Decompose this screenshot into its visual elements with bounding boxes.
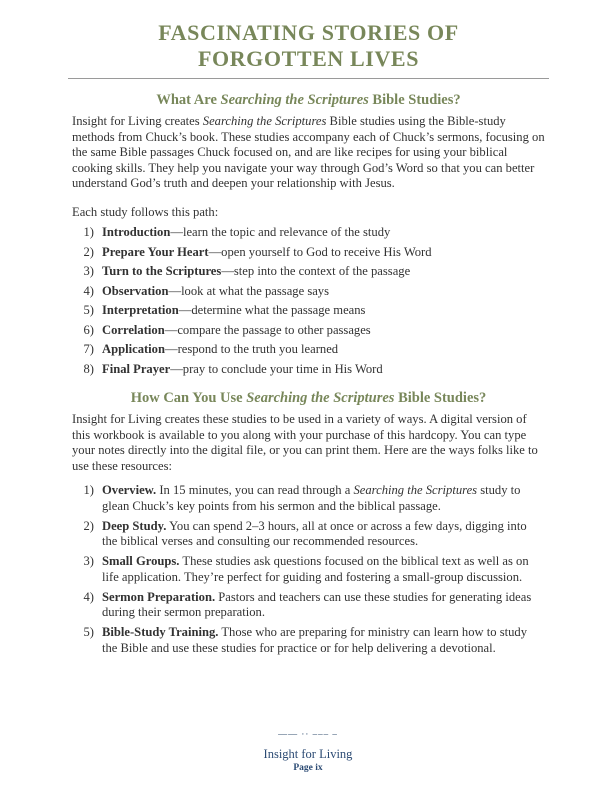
intro-paragraph-1 <box>72 114 545 192</box>
usage-description: study to glean Chuck’s key points from his sermon and the biblical passage. <box>102 483 521 513</box>
study-step-item <box>72 245 545 261</box>
usage-description: You can spend 2–3 hours, all at once or across a few days, digging into the biblical verses and consulting our recommended resources. <box>102 518 527 548</box>
paragraph-italic-title: Searching the Scriptures <box>202 114 327 128</box>
study-step-item <box>72 225 545 241</box>
step-number: 4) <box>83 283 94 298</box>
step-description: —determine what the passage means <box>178 303 366 317</box>
step-description: —respond to the truth you learned <box>164 342 339 356</box>
step-term: Final Prayer <box>102 361 171 376</box>
heading-suffix: Bible Studies? <box>368 92 461 108</box>
study-step-item <box>72 342 545 358</box>
usage-item <box>72 554 545 585</box>
step-text <box>102 323 545 339</box>
step-number: 5) <box>83 303 94 317</box>
step-number: 2) <box>83 244 94 259</box>
usage-item <box>72 625 545 656</box>
section-heading-how-can-you-use <box>72 389 545 407</box>
usage-text <box>102 590 545 621</box>
step-number: 3) <box>83 264 94 278</box>
step-term: Prepare Your Heart <box>102 244 209 259</box>
step-term: Correlation <box>102 322 165 337</box>
study-steps-list <box>72 225 545 377</box>
usage-term: Small Groups. <box>102 554 180 568</box>
usage-text <box>102 554 545 585</box>
step-text <box>102 264 545 280</box>
study-step-item <box>72 303 545 319</box>
footer-ornament-mark: —— ·· ––– – <box>278 729 338 739</box>
step-number: 7) <box>83 342 94 356</box>
step-term: Introduction <box>102 225 171 239</box>
usage-text <box>102 519 545 550</box>
page-footer <box>0 729 616 774</box>
usage-description: These studies ask questions focused on the biblical text as well as on life application. They’re perfect for guiding and fostering a small-group discussion. <box>102 554 529 584</box>
step-number: 1) <box>83 225 94 239</box>
heading-suffix: Bible Studies? <box>394 390 487 406</box>
heading-italic-title: Searching the Scriptures <box>220 92 369 108</box>
usage-item <box>72 483 545 514</box>
step-term: Application <box>102 342 165 356</box>
usage-term: Bible-Study Training. <box>102 625 219 639</box>
step-text <box>102 303 545 319</box>
paragraph-text: Insight for Living creates <box>72 114 203 128</box>
step-text <box>102 245 545 261</box>
title-divider <box>68 78 549 79</box>
heading-italic-title: Searching the Scriptures <box>246 390 395 406</box>
usage-item <box>72 590 545 621</box>
step-text <box>102 342 545 358</box>
usage-text <box>102 625 545 656</box>
step-description: —open yourself to God to receive His Word <box>208 244 432 259</box>
study-path-intro: Each study follows this path: <box>72 204 219 219</box>
paragraph-text: Bible studies using the Bible-study methods from Chuck’s book. These studies accompany each of Chuck’s sermons, focusing on the same Bible passages Chuck focused on, and are like recipes for using your biblical cooking skills. They help you navigate your way through God’s Word so that you can better understand God’s truth and deepen your relationship with Jesus. <box>72 114 545 190</box>
heading-prefix: How Can You Use <box>130 390 247 406</box>
step-text <box>102 225 545 241</box>
footer-organization: Insight for Living <box>263 747 353 761</box>
step-description: —step into the context of the passage <box>221 264 411 278</box>
step-text <box>102 362 545 378</box>
usage-term: Deep Study. <box>102 518 167 533</box>
step-description: —look at what the passage says <box>168 283 330 298</box>
study-step-item <box>72 362 545 378</box>
usage-number: 2) <box>83 518 94 533</box>
usage-number: 5) <box>83 625 94 639</box>
usage-description: In 15 minutes, you can read through a <box>156 483 354 497</box>
step-term: Interpretation <box>102 303 179 317</box>
study-step-item <box>72 264 545 280</box>
step-description: —pray to conclude your time in His Word <box>170 361 383 376</box>
step-number: 6) <box>83 322 94 337</box>
usage-description: Those who are preparing for ministry can learn how to study the Bible and use these studies for practice or for help delivering a devotional. <box>102 625 528 655</box>
footer-page-number: Page ix <box>293 763 323 773</box>
usage-number: 4) <box>83 589 94 604</box>
page-title <box>72 20 545 72</box>
study-step-item <box>72 323 545 339</box>
step-term: Turn to the Scriptures <box>102 264 222 278</box>
page-title-line-2: FORGOTTEN LIVES <box>197 46 420 71</box>
step-term: Observation <box>102 283 169 298</box>
usage-description: Pastors and teachers can use these studies for generating ideas during their sermon preparation. <box>102 589 532 619</box>
step-description: —compare the passage to other passages <box>164 322 371 337</box>
usage-term: Sermon Preparation. <box>102 589 216 604</box>
usage-list <box>72 483 545 656</box>
section-heading-what-are <box>72 91 545 109</box>
step-text <box>102 284 545 300</box>
study-step-item <box>72 284 545 300</box>
usage-text <box>102 483 545 514</box>
usage-number: 3) <box>83 554 94 568</box>
heading-prefix: What Are <box>156 92 221 108</box>
usage-italic-title: Searching the Scriptures <box>353 483 478 497</box>
usage-item <box>72 519 545 550</box>
step-number: 8) <box>83 361 94 376</box>
step-description: —learn the topic and relevance of the study <box>170 225 391 239</box>
page-title-line-1: FASCINATING STORIES OF <box>158 20 459 45</box>
usage-term: Overview. <box>102 483 157 497</box>
usage-number: 1) <box>83 483 94 497</box>
intro-paragraph-2: Insight for Living creates these studies to be used in a variety of ways. A digital version of this workbook is available to you along with your purchase of this hardcopy. You can type your notes directly into the digital file, or you can print them. Here are the ways folks like to use these resources: <box>72 412 538 473</box>
